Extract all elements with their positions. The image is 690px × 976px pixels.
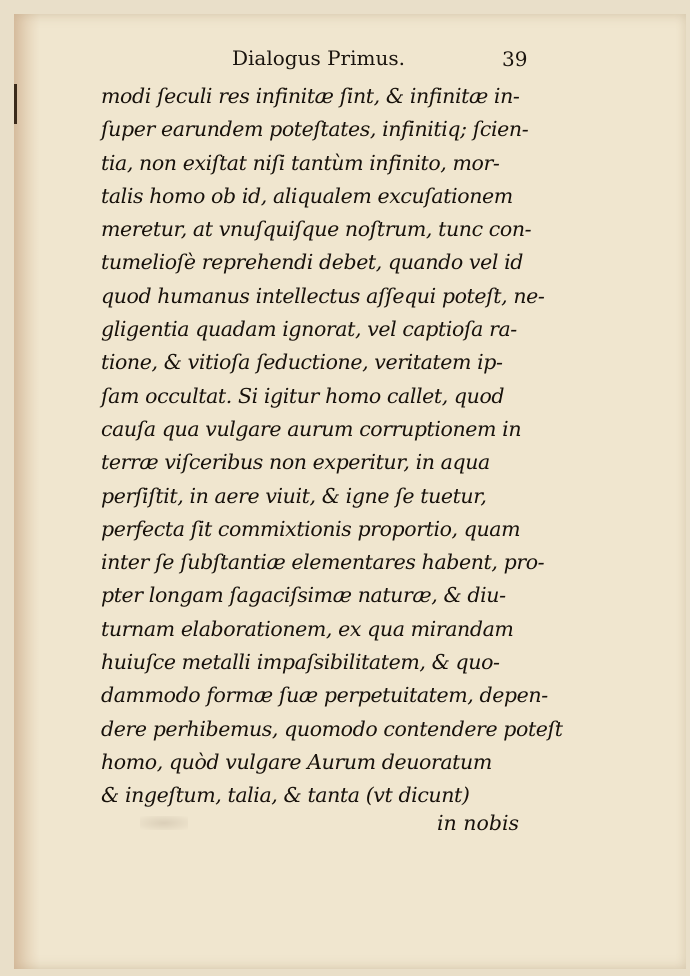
text-line: meretur, at vnuſquiſque noſtrum, tunc con- [101, 217, 532, 242]
page-edge-stain [14, 14, 40, 969]
ink-bleed-smudge [140, 816, 188, 830]
binding-mark [14, 84, 17, 124]
text-line: turnam elaborationem, ex qua mirandam [101, 616, 514, 641]
text-line: cauſa qua vulgare aurum corruptionem in [101, 416, 522, 441]
page-number: 39 [502, 47, 528, 71]
text-line: tumelioſè reprehendi debet, quando vel id [101, 250, 523, 275]
text-line: huiuſce metalli impaſsibilitatem, & quo- [101, 650, 500, 675]
text-line: terræ viſceribus non experitur, in aqua [101, 450, 490, 475]
text-line: ſam occultat. Si igitur homo callet, quod [101, 383, 505, 408]
text-line: dere perhibemus, quomodo contendere poteſt [101, 716, 563, 741]
text-line: tia, non exiſtat niſi tantùm infinito, mor- [101, 150, 500, 175]
text-line: gligentia quadam ignorat, vel captioſa ra- [101, 317, 517, 342]
text-line: modi ſeculi res infinitæ ſint, & infinitæ in- [101, 84, 520, 108]
text-line: perſiſtit, in aere viuit, & igne ſe tuetur, [101, 483, 487, 508]
text-line: perfecta ſit commixtionis proportio, quam [101, 516, 521, 541]
text-line: & ingeſtum, talia, & tanta (vt dicunt) [101, 783, 470, 808]
text-line: dammodo formæ ſuæ perpetuitatem, depen- [101, 683, 548, 708]
text-line: talis homo ob id, aliqualem excuſationem [101, 183, 513, 208]
text-line: ſuper earundem poteſtates, infinitiq; ſcien- [101, 117, 529, 142]
text-line: homo, quòd vulgare Aurum deuoratum [101, 749, 492, 774]
text-line: inter ſe ſubſtantiæ elementares habent, pro- [101, 550, 545, 575]
body-text [101, 80, 571, 813]
text-line: pter longam ſagaciſsimæ naturæ, & diu- [101, 583, 506, 608]
catchword: in nobis [437, 811, 520, 835]
text-line: quod humanus intellectus aſſequi poteſt, ne- [101, 283, 545, 308]
running-title: Dialogus Primus. [232, 46, 405, 70]
text-line: tione, & vitioſa ſeductione, veritatem ip- [101, 350, 503, 375]
